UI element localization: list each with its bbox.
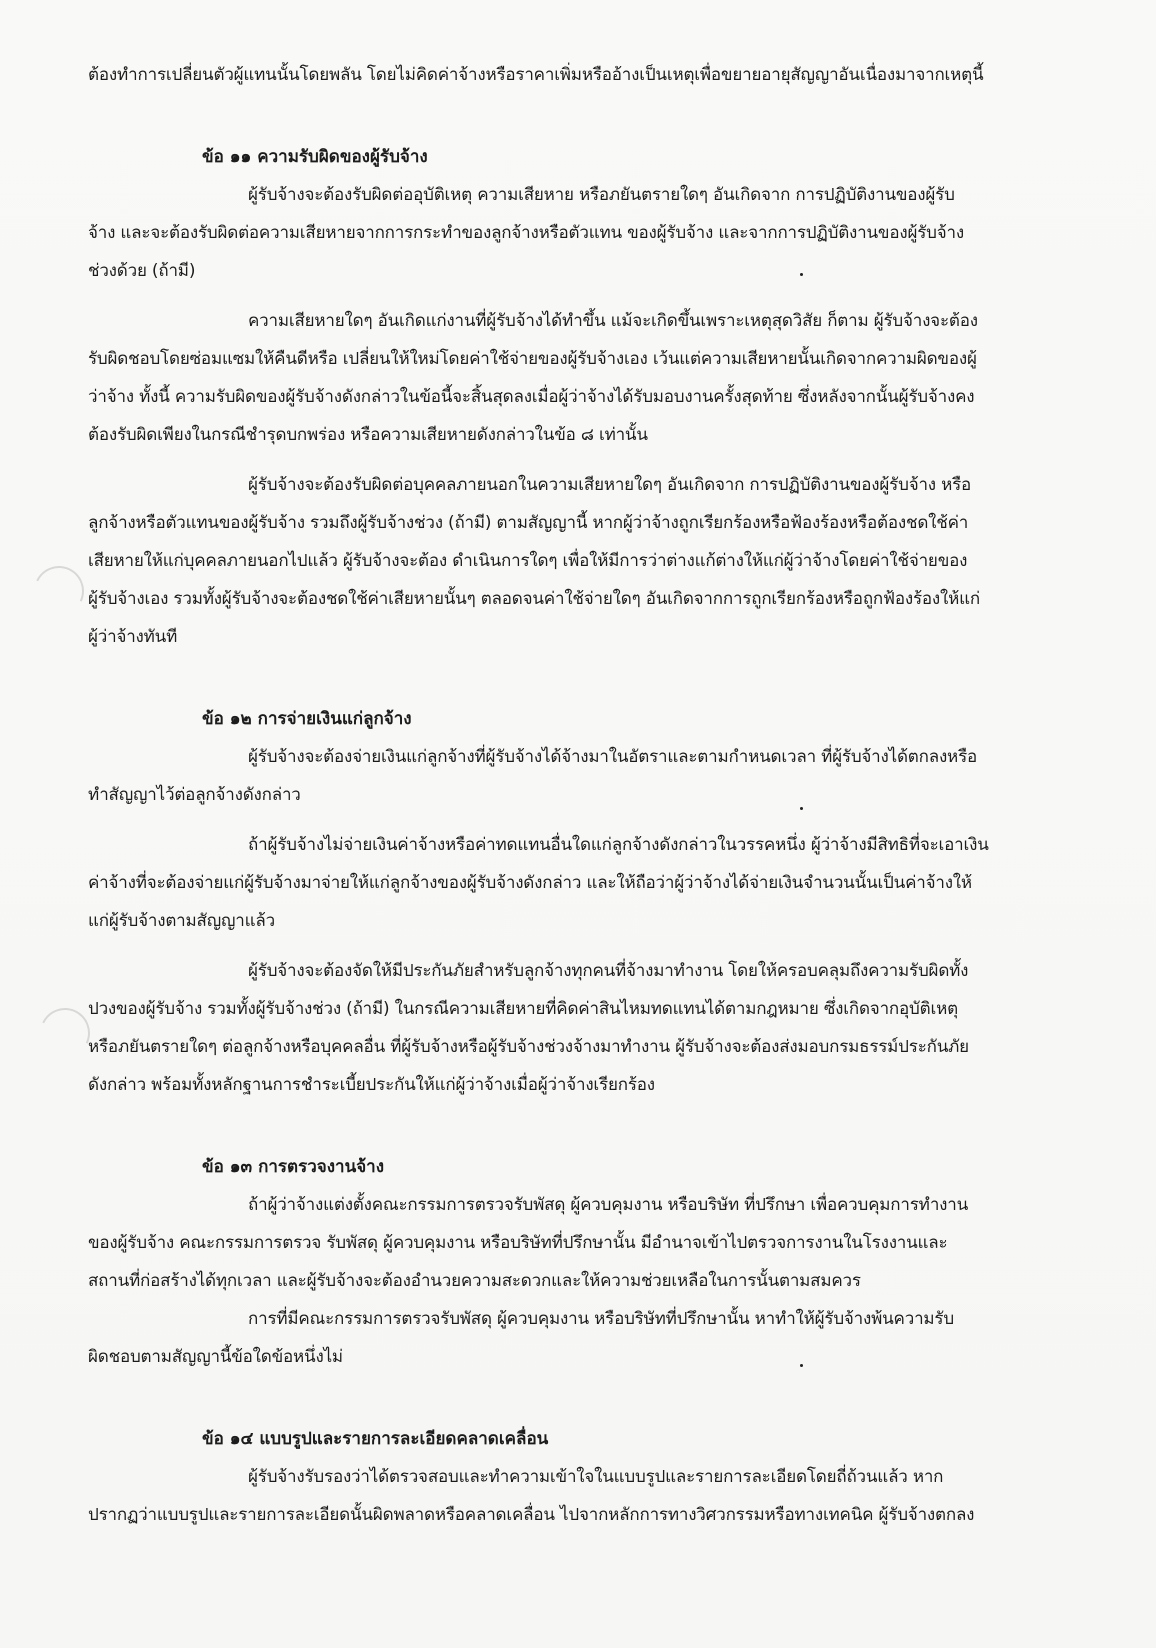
paragraph-line: ปวงของผู้รับจ้าง รวมทั้งผู้รับจ้างช่วง (ถ้ามี) ในกรณีความเสียหายที่คิดค่าสินไหมทดแทนได้ตามกฎหมาย ซึ่งเกิดจากอุบัติเหตุ xyxy=(88,999,958,1019)
paragraph-line: ผู้รับจ้างรับรองว่าได้ตรวจสอบและทำความเข้าใจในแบบรูปและรายการละเอียดโดยถี่ถ้วนแล้ว หาก xyxy=(248,1467,944,1487)
paragraph-line: ทำสัญญาไว้ต่อลูกจ้างดังกล่าว xyxy=(88,785,301,805)
document-body xyxy=(88,56,1058,1534)
section-heading-13: ข้อ ๑๓ การตรวจงานจ้าง xyxy=(202,1157,385,1177)
paragraph-line: ผู้ว่าจ้างทันที xyxy=(88,627,178,647)
paragraph-line: ดังกล่าว พร้อมทั้งหลักฐานการชำระเบี้ยประกันให้แก่ผู้ว่าจ้างเมื่อผู้ว่าจ้างเรียกร้อง xyxy=(88,1075,655,1095)
paragraph-line: ผู้รับจ้างเอง รวมทั้งผู้รับจ้างจะต้องชดใช้ค่าเสียหายนั้นๆ ตลอดจนค่าใช้จ่ายใดๆ อันเกิดจากการถูกเรียกร้องหรือถูกฟ้องร้องให้แก่ xyxy=(88,589,980,609)
paragraph-line: ต้องรับผิดเพียงในกรณีชำรุดบกพร่อง หรือความเสียหายดังกล่าวในข้อ ๘ เท่านั้น xyxy=(88,425,648,445)
paragraph-line: รับผิดชอบโดยซ่อมแซมให้คืนดีหรือ เปลี่ยนให้ใหม่โดยค่าใช้จ่ายของผู้รับจ้างเอง เว้นแต่ความเสียหายนั้นเกิดจากความผิดของผู้ xyxy=(88,349,977,369)
paragraph-line: ผู้รับจ้างจะต้องจัดให้มีประกันภัยสำหรับลูกจ้างทุกคนที่จ้างมาทำงาน โดยให้ครอบคลุมถึงความรับผิดทั้ง xyxy=(248,961,969,981)
paragraph-line: ถ้าผู้รับจ้างไม่จ่ายเงินค่าจ้างหรือค่าทดแทนอื่นใดแก่ลูกจ้างดังกล่าวในวรรคหนึ่ง ผู้ว่าจ้างมีสิทธิที่จะเอาเงิน xyxy=(248,835,989,855)
paragraph-line: แก่ผู้รับจ้างตามสัญญาแล้ว xyxy=(88,911,275,931)
paragraph-line: ว่าจ้าง ทั้งนี้ ความรับผิดของผู้รับจ้างดังกล่าวในข้อนี้จะสิ้นสุดลงเมื่อผู้ว่าจ้างได้รับมอบงานครั้งสุดท้าย ซึ่งหลังจากนั้นผู้รับจ้างคง xyxy=(88,387,975,407)
paragraph-line: ความเสียหายใดๆ อันเกิดแก่งานที่ผู้รับจ้างได้ทำขึ้น แม้จะเกิดขึ้นเพราะเหตุสุดวิสัย ก็ตาม ผู้รับจ้างจะต้อง xyxy=(248,311,978,331)
paragraph-line: ผิดชอบตามสัญญานี้ข้อใดข้อหนึ่งไม่ xyxy=(88,1347,343,1367)
paragraph-line: ผู้รับจ้างจะต้องรับผิดต่อบุคคลภายนอกในความเสียหายใดๆ อันเกิดจาก การปฏิบัติงานของผู้รับจ้าง หรือ xyxy=(248,475,972,495)
paragraph-line: ผู้รับจ้างจะต้องจ่ายเงินแก่ลูกจ้างที่ผู้รับจ้างได้จ้างมาในอัตราและตามกำหนดเวลา ที่ผู้รับจ้างได้ตกลงหรือ xyxy=(248,747,978,767)
paragraph-line: การที่มีคณะกรรมการตรวจรับพัสดุ ผู้ควบคุมงาน หรือบริษัทที่ปรึกษานั้น หาทำให้ผู้รับจ้างพ้นความรับ xyxy=(248,1309,954,1329)
paragraph-line: ผู้รับจ้างจะต้องรับผิดต่ออุบัติเหตุ ความเสียหาย หรือภยันตรายใดๆ อันเกิดจาก การปฏิบัติงานของผู้รับ xyxy=(248,185,955,205)
paragraph-line: ปรากฏว่าแบบรูปและรายการละเอียดนั้นผิดพลาดหรือคลาดเคลื่อน ไปจากหลักการทางวิศวกรรมหรือทางเทคนิค ผู้รับจ้างตกลง xyxy=(88,1505,975,1525)
paragraph-line: หรือภยันตรายใดๆ ต่อลูกจ้างหรือบุคคลอื่น ที่ผู้รับจ้างหรือผู้รับจ้างช่วงจ้างมาทำงาน ผู้รับจ้างจะต้องส่งมอบกรมธรรม์ประกันภัย xyxy=(88,1037,969,1057)
paragraph-line: จ้าง และจะต้องรับผิดต่อความเสียหายจากการกระทำของลูกจ้างหรือตัวแทน ของผู้รับจ้าง และจากการปฏิบัติงานของผู้รับจ้าง xyxy=(88,223,964,243)
paragraph-line: ถ้าผู้ว่าจ้างแต่งตั้งคณะกรรมการตรวจรับพัสดุ ผู้ควบคุมงาน หรือบริษัท ที่ปรึกษา เพื่อควบคุมการทำงาน xyxy=(248,1195,969,1215)
punch-hole-mark xyxy=(27,559,91,623)
opening-line: ต้องทำการเปลี่ยนตัวผู้แทนนั้นโดยพลัน โดยไม่คิดค่าจ้างหรือราคาเพิ่มหรืออ้างเป็นเหตุเพื่อขยายอายุสัญญาอันเนื่องมาจากเหตุนี้ xyxy=(88,65,984,85)
section-heading-14: ข้อ ๑๔ แบบรูปและรายการละเอียดคลาดเคลื่อน xyxy=(202,1429,549,1449)
section-heading-11: ข้อ ๑๑ ความรับผิดของผู้รับจ้าง xyxy=(202,147,428,167)
section-heading-12: ข้อ ๑๒ การจ่ายเงินแก่ลูกจ้าง xyxy=(202,709,412,729)
paragraph-line: ลูกจ้างหรือตัวแทนของผู้รับจ้าง รวมถึงผู้รับจ้างช่วง (ถ้ามี) ตามสัญญานี้ หากผู้ว่าจ้างถูกเรียกร้องหรือฟ้องร้องหรือต้องชดใช้ค่า xyxy=(88,513,969,533)
paragraph-line: ค่าจ้างที่จะต้องจ่ายแก่ผู้รับจ้างมาจ่ายให้แก่ลูกจ้างของผู้รับจ้างดังกล่าว และให้ถือว่าผู้ว่าจ้างได้จ่ายเงินจำนวนนั้นเป็นค่าจ้างให้ xyxy=(88,873,972,893)
paragraph-line: สถานที่ก่อสร้างได้ทุกเวลา และผู้รับจ้างจะต้องอำนวยความสะดวกและให้ความช่วยเหลือในการนั้นตามสมควร xyxy=(88,1271,861,1291)
paragraph-line: ช่วงด้วย (ถ้ามี) xyxy=(88,261,196,281)
paragraph-line: เสียหายให้แก่บุคคลภายนอกไปแล้ว ผู้รับจ้างจะต้อง ดำเนินการใดๆ เพื่อให้มีการว่าต่างแก้ต่างให้แก่ผู้ว่าจ้างโดยค่าใช้จ่ายของ xyxy=(88,551,968,571)
paragraph-line: ของผู้รับจ้าง คณะกรรมการตรวจ รับพัสดุ ผู้ควบคุมงาน หรือบริษัทที่ปรึกษานั้น มีอำนาจเข้าไปตรวจการงานในโรงงานและ xyxy=(88,1233,948,1253)
